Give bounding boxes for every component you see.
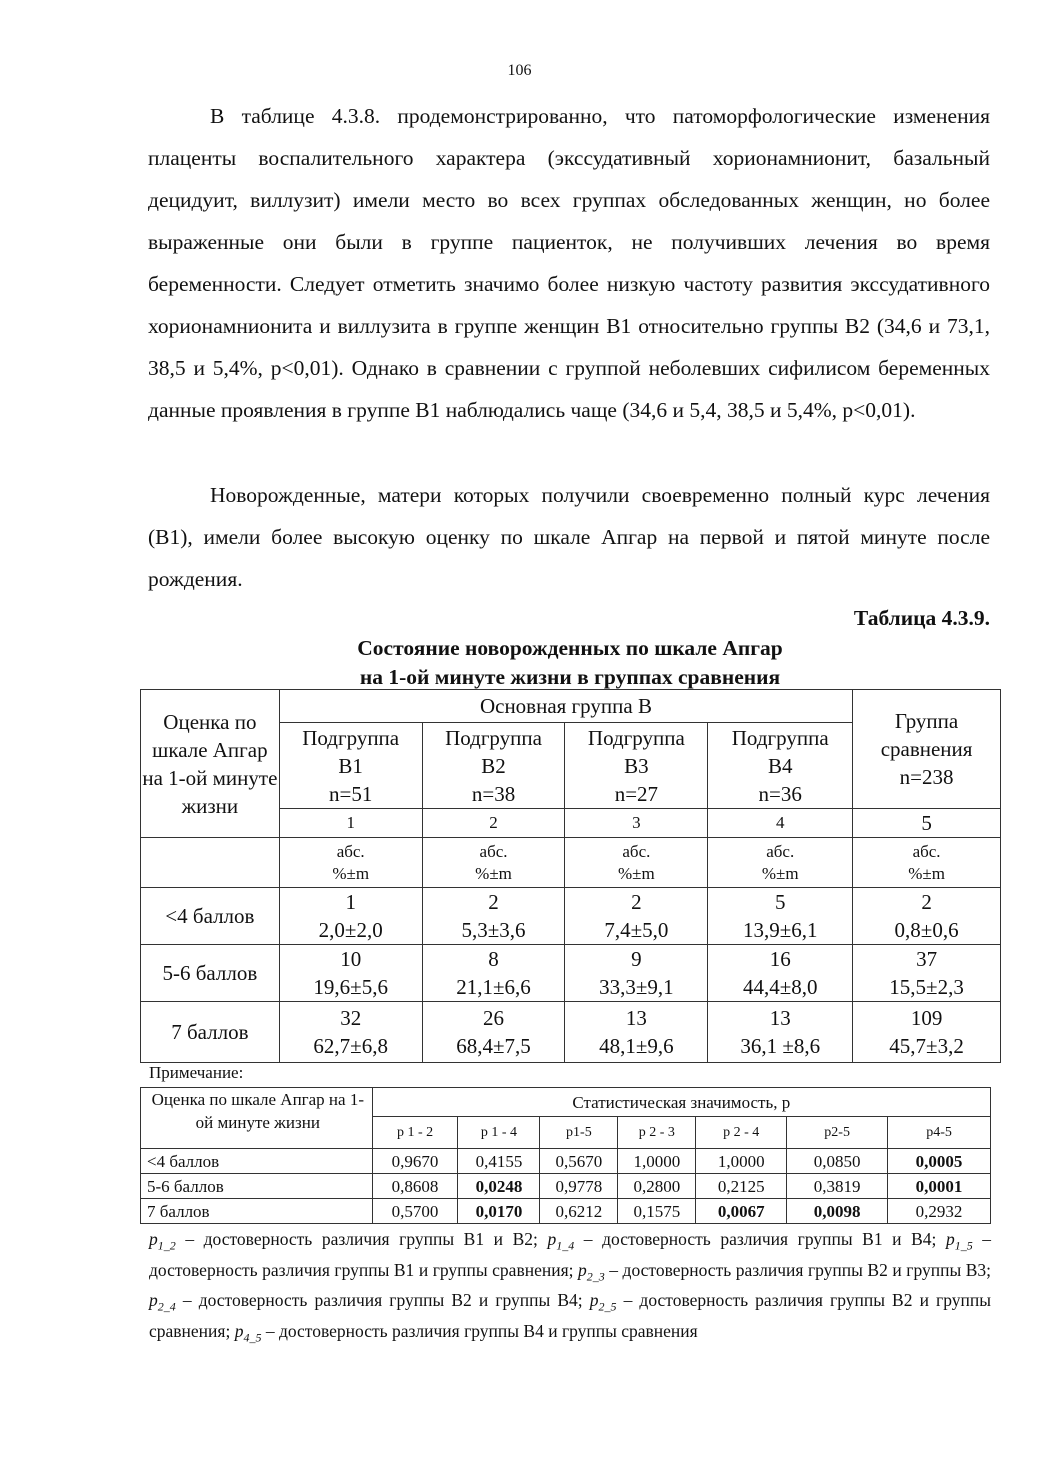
abs-value: 2: [921, 890, 932, 914]
table-row: [141, 888, 1001, 945]
abs-value: 10: [340, 947, 362, 971]
p-value-cell: 0,9670: [372, 1149, 458, 1174]
percent-value: 44,4±8,0: [742, 975, 818, 999]
subgroup-header-b4: Подгруппа В4 n=36: [708, 723, 853, 809]
percent-value: 15,5±2,3: [889, 975, 964, 999]
legend-text: – достоверность различия группы В4 и группы сравнения: [261, 1320, 698, 1341]
p-value-cell: 0,6212: [540, 1199, 618, 1224]
p-value-cell: 0,9778: [540, 1174, 618, 1199]
percent-value: 5,3±3,6: [461, 918, 526, 942]
percent-value: 68,4±7,5: [456, 1034, 531, 1058]
p-column-header: р4-5: [888, 1117, 991, 1149]
percent-value: 45,7±3,2: [889, 1034, 964, 1058]
p-value-cell: 0,0098: [787, 1199, 888, 1224]
table-title-line-2: на 1-ой минуте жизни в группах сравнения: [359, 665, 781, 689]
comparison-n: n=238: [899, 765, 954, 789]
p-value-cell: 1,0000: [618, 1149, 696, 1174]
p-value-cell: 0,2932: [888, 1199, 991, 1224]
data-cell: [708, 888, 853, 945]
legend-text: – достоверность различия группы В2 и группы сравнения;: [149, 1290, 991, 1341]
data-cell: [565, 888, 708, 945]
p-row-header-cell: Оценка по шкале Апгар на 1-ой минуте жизни: [141, 1088, 373, 1149]
abs-value: 13: [625, 1006, 647, 1030]
p-value-cell: 0,0001: [888, 1174, 991, 1199]
p-column-header: р 2 - 3: [618, 1117, 696, 1149]
data-cell: [853, 1002, 1001, 1063]
percent-value: 19,6±5,6: [313, 975, 388, 999]
abs-value: 26: [483, 1006, 505, 1030]
p-value-cell: 0,5670: [540, 1149, 618, 1174]
subgroup-header-b1: Подгруппа В1 n=51: [279, 723, 422, 809]
data-cell: [853, 945, 1001, 1002]
percent-value: 7,4±5,0: [604, 918, 669, 942]
p-column-header: р1-5: [540, 1117, 618, 1149]
abs-value: 9: [631, 947, 642, 971]
unit-cell: абс. %±m: [422, 838, 565, 888]
p-column-header: р2-5: [787, 1117, 888, 1149]
unit-cell: абс. %±m: [565, 838, 708, 888]
legend-symbol: $р_{1\_5}$: [945, 1229, 973, 1253]
abs-value: 16: [769, 947, 791, 971]
legend-symbol: $р_{2\_4}$: [149, 1290, 176, 1314]
paragraph-2: Новорожденные, матери которых получили своевременно полный курс лечения (В1), имели более высокую оценку по шкале Апгар на первой и пятой минуте после рождения.: [148, 483, 990, 591]
p-value-cell: 0,0248: [458, 1174, 540, 1199]
legend-text: – достоверность различия группы В2 и группы В3;: [604, 1259, 992, 1280]
column-number: 1: [279, 809, 422, 838]
p-table-row: [141, 1174, 991, 1199]
p-row-label: <4 баллов: [141, 1149, 373, 1174]
p-value-cell: 0,3819: [787, 1174, 888, 1199]
legend-text: – достоверность различия группы В1 и группы сравнения;: [149, 1229, 992, 1280]
p-value-cell: 0,8608: [372, 1174, 458, 1199]
paragraph-1: В таблице 4.3.8. продемонстрированно, что патоморфологические изменения плаценты воспалительного характера (экссудативный хорионамнионит, базальный децидуит, виллузит) имели место во всех группах обследованных женщин, но более выраженные они были в группе пациенток, не получивших лечения во время беременности. Следует отметить значимо более низкую частоту развития экссудативного хорионамнионита и виллузита в группе женщин В1 относительно группы В2 (34,6 и 73,1, 38,5 и 5,4%, p<0,01). Однако в сравнении с группой неболевших сифилисом беременных данные проявления в группе В1 наблюдались чаще (34,6 и 5,4, 38,5 и 5,4%, p<0,01).: [148, 104, 990, 422]
group-header-cell: Основная группа В: [279, 690, 852, 723]
data-cell: [279, 945, 422, 1002]
subgroup-header-b2: Подгруппа В2 n=38: [422, 723, 565, 809]
abs-value: 2: [631, 890, 642, 914]
data-cell: [279, 1002, 422, 1063]
data-cell: [853, 888, 1001, 945]
percent-value: 62,7±6,8: [313, 1034, 388, 1058]
table-row: [141, 945, 1001, 1002]
column-number: 5: [853, 809, 1001, 838]
data-cell: [708, 1002, 853, 1063]
apgar-table: [140, 689, 1001, 1063]
legend-symbol: $р_{2\_5}$: [589, 1290, 617, 1314]
legend-text: – достоверность различия группы В1 и В4;: [574, 1229, 946, 1249]
abs-value: 8: [488, 947, 499, 971]
unit-cell: абс. %±m: [279, 838, 422, 888]
data-cell: [422, 945, 565, 1002]
p-value-cell: 0,2125: [696, 1174, 787, 1199]
row-header-cell: Оценка по шкале Апгар на 1-ой минуте жизни: [141, 690, 280, 838]
column-number: 3: [565, 809, 708, 838]
p-row-label: 7 баллов: [141, 1199, 373, 1224]
p-column-header: р 2 - 4: [696, 1117, 787, 1149]
abs-value: 1: [345, 890, 356, 914]
legend-text: – достоверность различия группы В2 и группы В4;: [175, 1290, 590, 1310]
percent-value: 33,3±9,1: [599, 975, 674, 999]
comparison-header-cell: [853, 690, 1001, 809]
p-value-cell: 0,0005: [888, 1149, 991, 1174]
p-value-cell: 0,0850: [787, 1149, 888, 1174]
data-cell: [708, 945, 853, 1002]
percent-value: 0,8±0,6: [894, 918, 959, 942]
percent-value: 36,1 ±8,6: [740, 1034, 821, 1058]
p-group-header-cell: Статистическая значимость, р: [372, 1088, 990, 1117]
data-cell: [565, 1002, 708, 1063]
abs-value: 109: [910, 1006, 943, 1030]
abs-value: 5: [774, 890, 786, 914]
row-label: 7 баллов: [141, 1002, 280, 1063]
percent-value: 21,1±6,6: [456, 975, 531, 999]
p-value-cell: 0,4155: [458, 1149, 540, 1174]
data-cell: [565, 945, 708, 1002]
p-value-cell: 1,0000: [696, 1149, 787, 1174]
data-cell: [279, 888, 422, 945]
legend-symbol: $р_{2\_3}$: [578, 1259, 605, 1283]
percent-value: 48,1±9,6: [599, 1034, 674, 1058]
p-table-row: [141, 1199, 991, 1224]
p-value-table: [140, 1087, 991, 1224]
p-row-label: 5-6 баллов: [141, 1174, 373, 1199]
percent-value: 13,9±6,1: [742, 918, 818, 942]
comparison-code: сравнения: [880, 737, 973, 761]
p-legend: [149, 1227, 991, 1349]
p-value-cell: 0,2800: [618, 1174, 696, 1199]
p-value-cell: 0,0067: [696, 1199, 787, 1224]
row-label: 5-6 баллов: [141, 945, 280, 1002]
abs-value: 13: [769, 1006, 791, 1030]
legend-text: – достоверность различия группы В1 и В2;: [175, 1229, 548, 1249]
p-column-header: р 1 - 2: [372, 1117, 458, 1149]
p-value-cell: 0,1575: [618, 1199, 696, 1224]
subgroup-header-b3: Подгруппа В3 n=27: [565, 723, 708, 809]
legend-symbol: $р_{1\_4}$: [547, 1229, 575, 1253]
legend-symbol: $р_{1\_2}$: [149, 1229, 176, 1253]
row-label: <4 баллов: [141, 888, 280, 945]
table-label: Таблица 4.3.9.: [853, 606, 990, 630]
data-cell: [422, 1002, 565, 1063]
abs-value: 32: [340, 1006, 362, 1030]
legend-symbol: $р_{4\_5}$: [234, 1320, 262, 1344]
column-number: 2: [422, 809, 565, 838]
table-title-line-1: Состояние новорожденных по шкале Апгар: [357, 636, 783, 660]
abs-value: 37: [916, 947, 938, 971]
p-value-cell: 0,5700: [372, 1199, 458, 1224]
unit-cell: абс. %±m: [853, 838, 1001, 888]
table-title: [140, 634, 1000, 692]
p-value-cell: 0,0170: [458, 1199, 540, 1224]
table-row: [141, 1002, 1001, 1063]
column-number: 4: [708, 809, 853, 838]
note-label: Примечание:: [149, 1063, 244, 1082]
p-column-header: р 1 - 4: [458, 1117, 540, 1149]
unit-cell: абс. %±m: [708, 838, 853, 888]
comparison-name: Группа: [894, 709, 959, 733]
percent-value: 2,0±2,0: [318, 918, 383, 942]
p-table-row: [141, 1149, 991, 1174]
row-header-spacer: [141, 838, 280, 888]
abs-value: 2: [488, 890, 499, 914]
page-number: 106: [507, 62, 532, 79]
data-cell: [422, 888, 565, 945]
